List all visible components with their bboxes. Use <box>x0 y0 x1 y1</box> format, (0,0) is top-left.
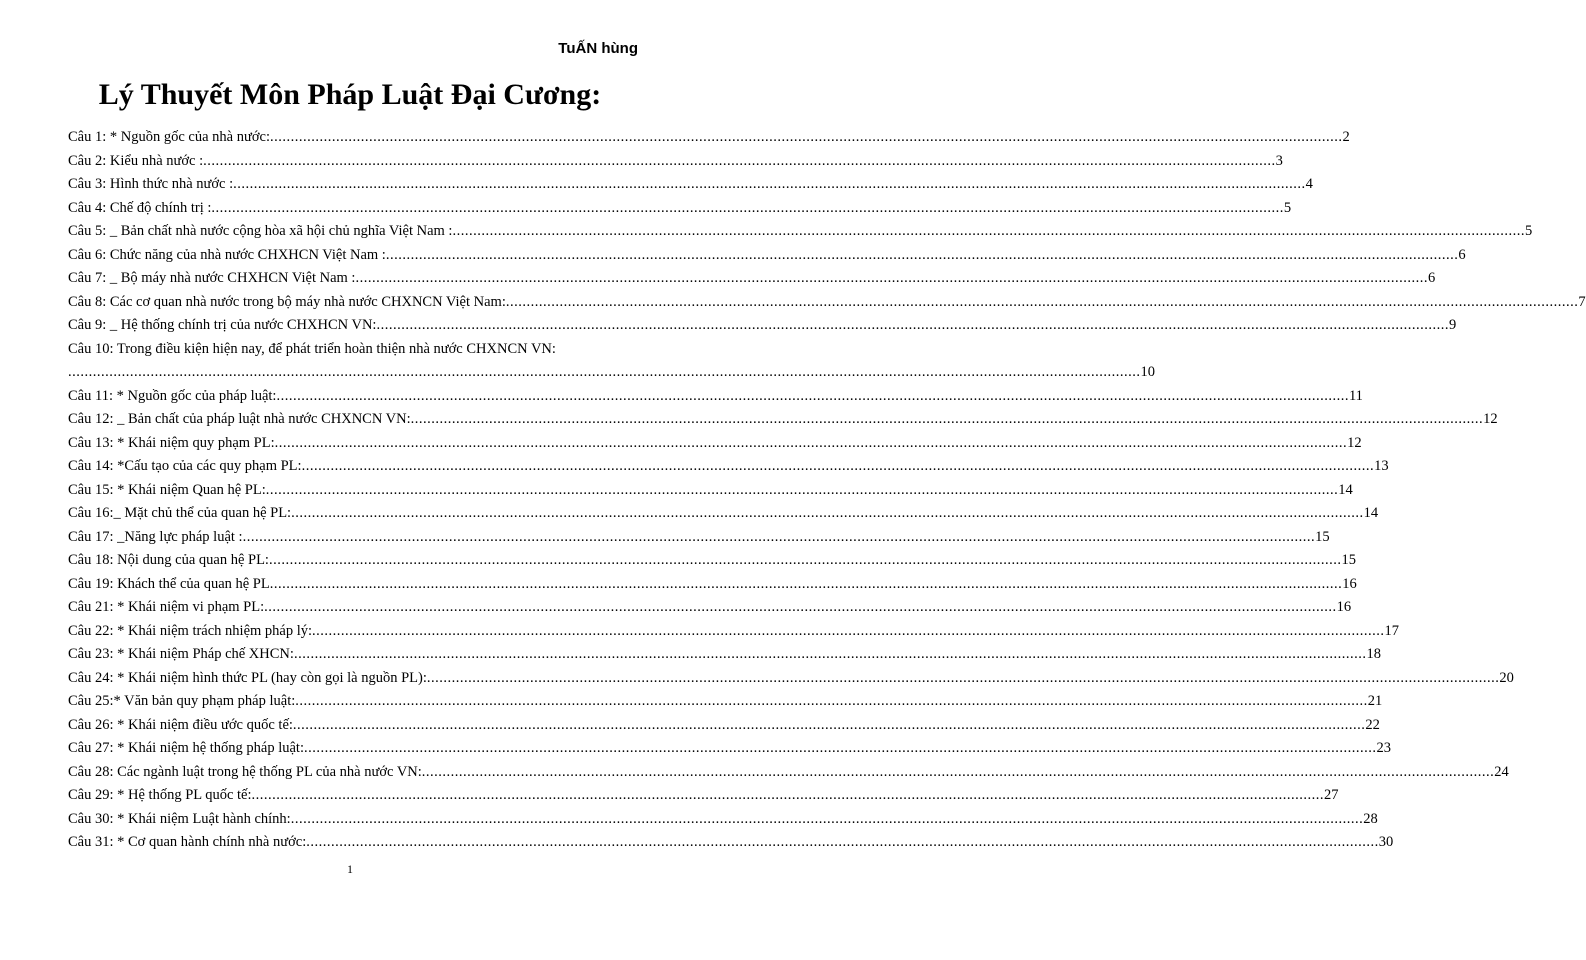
toc-entry-label: Câu 10: Trong điều kiện hiện nay, để phát triển hoàn thiện nhà nước CHXNCN VN: <box>68 340 556 357</box>
toc-entry-leader-line <box>68 361 1155 385</box>
toc-entry-label: Câu 17: _Năng lực pháp luật : <box>68 528 243 545</box>
toc-entry[interactable] <box>68 714 1380 738</box>
toc-dot-leader: .................................................................................................................................................................................................................................................................... <box>410 411 1484 427</box>
toc-entry-label: Câu 23: * Khái niệm Pháp chế XHCN: <box>68 646 294 662</box>
toc-entry-page: 7 <box>1578 293 1586 310</box>
toc-entry-label: Câu 30: * Khái niệm Luật hành chính: <box>68 810 291 827</box>
toc-entry[interactable] <box>68 479 1353 503</box>
author-name: TuẤN hùng <box>558 40 638 57</box>
toc-entry[interactable] <box>68 831 1394 855</box>
toc-entry[interactable] <box>68 526 1330 550</box>
toc-entry-label: Câu 1: * Nguồn gốc của nhà nước: <box>68 129 270 145</box>
toc-entry[interactable] <box>68 784 1339 808</box>
page-number: 1 <box>347 862 353 876</box>
toc-dot-leader: .................................................................................................................................................................................................................................................................... <box>293 646 1367 662</box>
toc-dot-leader: .................................................................................................................................................................................................................................................................... <box>233 176 1306 192</box>
toc-entry-page: 15 <box>1341 552 1356 568</box>
toc-entry-page: 16 <box>1342 575 1357 592</box>
toc-entry-page: 23 <box>1376 740 1391 756</box>
toc-entry[interactable] <box>68 667 1514 691</box>
toc-entry[interactable] <box>68 291 1586 315</box>
toc-entry-label: Câu 13: * Khái niệm quy phạm PL: <box>68 434 275 451</box>
toc-entry-page: 11 <box>1348 387 1363 404</box>
toc-dot-leader: .................................................................................................................................................................................................................................................................... <box>304 740 1377 756</box>
toc-entry-label: Câu 16:_ Mặt chủ thể của quan hệ PL: <box>68 505 292 521</box>
toc-entry-page: 12 <box>1483 411 1498 427</box>
toc-dot-leader: .................................................................................................................................................................................................................................................................... <box>452 223 1525 239</box>
toc-entry-page: 17 <box>1384 622 1400 639</box>
toc-entry-label: Câu 14: *Cấu tạo của các quy phạm PL: <box>68 458 302 474</box>
toc-entry[interactable] <box>68 314 1457 338</box>
toc-dot-leader: .................................................................................................................................................................................................................................................................... <box>292 716 1366 733</box>
toc-dot-leader: .................................................................................................................................................................................................................................................................... <box>242 528 1316 545</box>
toc-entry[interactable] <box>68 173 1313 197</box>
toc-entry[interactable] <box>68 737 1391 761</box>
toc-entry[interactable] <box>68 150 1283 174</box>
toc-dot-leader: .................................................................................................................................................................................................................................................................... <box>376 317 1449 333</box>
toc-entry-label: Câu 22: * Khái niệm trách nhiệm pháp lý: <box>68 622 313 639</box>
toc-entry[interactable] <box>68 385 1363 409</box>
toc-dot-leader: .................................................................................................................................................................................................................................................................... <box>276 387 1349 404</box>
toc-dot-leader: .................................................................................................................................................................................................................................................................... <box>385 246 1459 263</box>
toc-entry[interactable] <box>68 620 1400 644</box>
toc-entry[interactable] <box>68 573 1357 597</box>
toc-dot-leader: .................................................................................................................................................................................................................................................................... <box>505 293 1579 310</box>
toc-dot-leader: .................................................................................................................................................................................................................................................................... <box>265 481 1339 498</box>
toc-entry-page: 18 <box>1366 646 1381 662</box>
toc-entry-page: 15 <box>1315 528 1330 545</box>
toc-entry-label: Câu 4: Chế độ chính trị : <box>68 199 212 216</box>
toc-dot-leader: .................................................................................................................................................................................................................................................................... <box>312 622 1385 639</box>
toc-dot-leader: .................................................................................................................................................................................................................................................................... <box>269 575 1343 592</box>
toc-entry[interactable] <box>68 596 1352 620</box>
toc-entry[interactable] <box>68 244 1466 268</box>
toc-entry-page: 5 <box>1283 199 1292 216</box>
toc-entry[interactable] <box>68 338 1155 385</box>
toc-entry[interactable] <box>68 432 1362 456</box>
toc-entry-page: 30 <box>1378 834 1394 850</box>
toc-entry-label: Câu 31: * Cơ quan hành chính nhà nước: <box>68 834 307 850</box>
toc-entry-page: 4 <box>1305 176 1313 192</box>
toc-entry[interactable] <box>68 126 1350 150</box>
toc-entry-page: 24 <box>1494 763 1509 780</box>
toc-entry-label: Câu 29: * Hệ thống PL quốc tế: <box>68 787 252 803</box>
toc-entry-page: 14 <box>1363 505 1379 521</box>
toc-dot-leader: .................................................................................................................................................................................................................................................................... <box>290 810 1364 827</box>
table-of-contents <box>68 126 1586 855</box>
toc-entry-label: Câu 12: _ Bản chất của pháp luật nhà nước CHXNCN VN: <box>68 411 411 427</box>
toc-dot-leader: .................................................................................................................................................................................................................................................................... <box>268 552 1342 568</box>
toc-entry-label: Câu 2: Kiểu nhà nước : <box>68 152 204 169</box>
toc-dot-leader: .................................................................................................................................................................................................................................................................... <box>211 199 1284 216</box>
toc-entry-label: Câu 3: Hình thức nhà nước : <box>68 176 234 192</box>
toc-entry-label: Câu 11: * Nguồn gốc của pháp luật: <box>68 387 277 404</box>
toc-entry-page: 13 <box>1374 458 1389 474</box>
toc-entry-label: Câu 28: Các ngành luật trong hệ thống PL của nhà nước VN: <box>68 763 422 780</box>
toc-entry[interactable] <box>68 197 1292 221</box>
toc-entry[interactable] <box>68 808 1378 832</box>
toc-entry-page: 21 <box>1367 693 1383 709</box>
toc-entry[interactable] <box>68 690 1383 714</box>
toc-dot-leader: .................................................................................................................................................................................................................................................................... <box>421 763 1495 780</box>
toc-dot-leader: .................................................................................................................................................................................................................................................................... <box>274 434 1348 451</box>
toc-entry-label: Câu 8: Các cơ quan nhà nước trong bộ máy nhà nước CHXNCN Việt Nam: <box>68 293 506 310</box>
toc-entry-page: 2 <box>1342 129 1350 145</box>
page-title: Lý Thuyết Môn Pháp Luật Đại Cương: <box>98 78 602 111</box>
toc-entry-label: Câu 25:* Văn bản quy phạm pháp luật: <box>68 693 296 709</box>
toc-entry-label: Câu 27: * Khái niệm hệ thống pháp luật: <box>68 740 304 756</box>
toc-dot-leader: .................................................................................................................................................................................................................................................................... <box>264 599 1337 615</box>
toc-entry-page: 27 <box>1324 787 1339 803</box>
toc-entry-page: 6 <box>1458 246 1466 263</box>
toc-entry-page: 3 <box>1275 152 1283 169</box>
toc-entry[interactable] <box>68 761 1509 785</box>
toc-entry-page: 9 <box>1448 317 1457 333</box>
toc-entry[interactable] <box>68 220 1533 244</box>
toc-entry-page: 5 <box>1524 223 1533 239</box>
toc-entry-page: 6 <box>1427 270 1436 286</box>
toc-entry-page: 12 <box>1347 434 1362 451</box>
toc-entry-page: 16 <box>1336 599 1352 615</box>
toc-dot-leader: .................................................................................................................................................................................................................................................................... <box>355 270 1428 286</box>
toc-entry[interactable] <box>68 502 1379 526</box>
toc-dot-leader: .................................................................................................................................................................................................................................................................... <box>306 834 1379 850</box>
toc-entry[interactable] <box>68 267 1436 291</box>
toc-dot-leader: .................................................................................................................................................................................................................................................................... <box>269 129 1343 145</box>
toc-dot-leader: .................................................................................................................................................................................................................................................................... <box>291 505 1364 521</box>
toc-entry-label: Câu 5: _ Bản chất nhà nước cộng hòa xã hội chủ nghĩa Việt Nam : <box>68 223 453 239</box>
toc-entry-page: 22 <box>1365 716 1380 733</box>
toc-entry-page: 28 <box>1363 810 1378 827</box>
toc-entry-page: 20 <box>1499 669 1514 686</box>
toc-entry-label: Câu 9: _ Hệ thống chính trị của nước CHXHCN VN: <box>68 317 377 333</box>
toc-entry-label: Câu 26: * Khái niệm điều ước quốc tế: <box>68 716 293 733</box>
toc-entry-label: Câu 24: * Khái niệm hình thức PL (hay còn gọi là nguồn PL): <box>68 669 427 686</box>
toc-entry-label: Câu 21: * Khái niệm vi phạm PL: <box>68 599 265 615</box>
toc-dot-leader: .................................................................................................................................................................................................................................................................... <box>203 152 1276 169</box>
toc-dot-leader: .................................................................................................................................................................................................................................................................... <box>301 458 1375 474</box>
toc-dot-leader: .................................................................................................................................................................................................................................................................... <box>251 787 1325 803</box>
toc-entry-label: Câu 15: * Khái niệm Quan hệ PL: <box>68 481 266 498</box>
toc-entry-label: Câu 18: Nội dung của quan hệ PL: <box>68 552 269 568</box>
toc-entry[interactable] <box>68 455 1389 479</box>
toc-entry[interactable] <box>68 408 1498 432</box>
toc-dot-leader: .................................................................................................................................................................................................................................................................... <box>295 693 1368 709</box>
toc-entry-label: Câu 6: Chức năng của nhà nước CHXHCN Việt Nam : <box>68 246 386 263</box>
toc-entry-page: 10 <box>1140 364 1155 380</box>
toc-entry[interactable] <box>68 643 1381 667</box>
toc-entry-label: Câu 7: _ Bộ máy nhà nước CHXHCN Việt Nam : <box>68 270 356 286</box>
toc-entry[interactable] <box>68 549 1356 573</box>
toc-dot-leader: .................................................................................................................................................................................................................................................................... <box>426 669 1500 686</box>
toc-entry-page: 14 <box>1338 481 1353 498</box>
toc-dot-leader: .................................................................................................................................................................................................................................................................... <box>68 364 1141 380</box>
toc-entry-label: Câu 19: Khách thể của quan hệ PL <box>68 575 270 592</box>
